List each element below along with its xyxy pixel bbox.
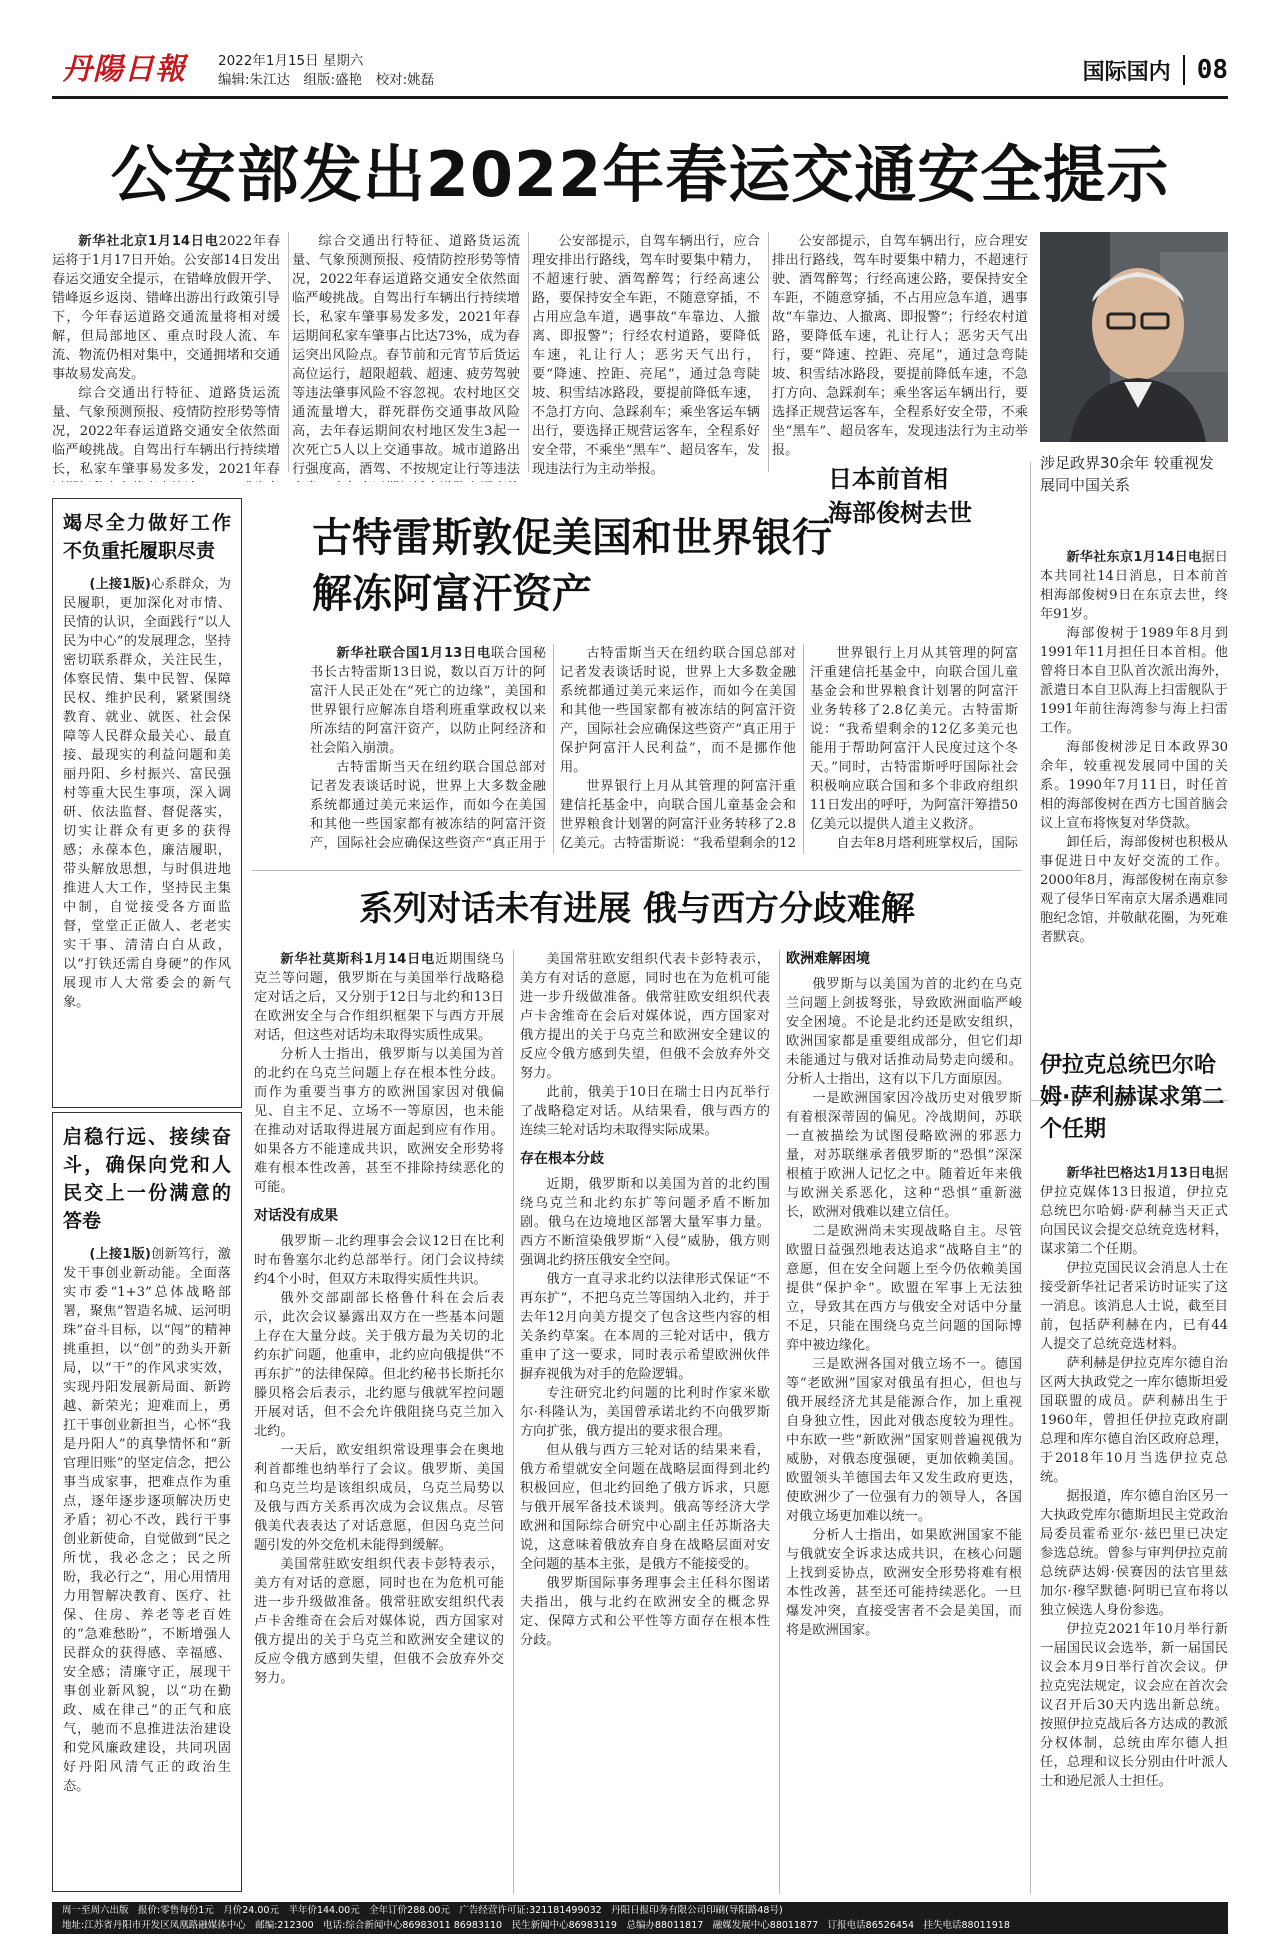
afghan-col-2 <box>560 644 796 854</box>
afghan-para-1: 联合国秘书长古特雷斯13日说，数以百万计的阿富汗人民正处在“死亡的边缘”，美国和世界银行应解冻自塔利班重掌政权以来所冻结的阿富汗资产，以防止阿经济和社会陷入崩溃。 <box>310 646 546 756</box>
russia-para-1: 近期围绕乌克兰等问题，俄罗斯在与美国举行战略稳定对话之后，又分别于12日与北约和13日在欧洲安全与合作组织框架下与西方开展对话，但这些对话均未取得实质性成果。 <box>254 952 504 1043</box>
russia-para-5: 一天后，欧安组织常设理事会在奥地利首都维也纳举行了会议。俄罗斯、美国和乌克兰均是该组织成员，乌克兰局势以及俄与西方关系再次成为会议焦点。尽管俄美代表表达了对话意愿，但因乌克兰问题引发的外交危机未能得到缓解。 <box>254 1443 504 1553</box>
header-rule <box>52 96 1228 99</box>
russia-para-17: 分析人士指出，如果欧洲国家不能与俄就安全诉求达成共识，在核心问题上找到妥协点，欧洲安全形势将难有根本性改善，甚至还可能持续恶化。一旦爆发冲突，直接受害者不会是美国，而将是欧洲国家。 <box>786 1528 1022 1638</box>
russia-para-16: 三是欧洲各国对俄立场不一。德国等“老欧洲”国家对俄虽有担心，但也与俄开展经济尤其是能源合作，加上重视自身独立性，因此对俄态度较为理性。中东欧一些“新欧洲”国家则普遍视俄为威胁，对俄态度强硬，更加依赖美国。欧盟领头羊德国去年又发生政府更迭，使欧洲少了一位强有力的领导人，各国对俄立场更加难以统一。 <box>786 1357 1022 1524</box>
japan-para-2: 海部俊树于1989年8月到1991年11月担任日本首相。他曾将日本自卫队首次派出海外，派遣日本自卫队海上扫雷舰队于1991年前往海湾参与海上扫雷工作。 <box>1040 626 1228 736</box>
russia-para-6: 美国常驻欧安组织代表卡彭特表示，美方有对话的意愿，同时也在为危机可能进一步升级做准备。俄常驻欧安组织代表卢卡舍维奇在会后对媒体说，西方国家对俄方提出的关于乌克兰和欧洲安全建议的反应令俄方感到失望，但俄不会放弃外交努力。 <box>254 1557 504 1686</box>
japan-headline-line1: 日本前首相 <box>828 465 948 493</box>
russia-para-6b: 美国常驻欧安组织代表卡彭特表示，美方有对话的意愿，同时也在为危机可能进一步升级做准备。俄常驻欧安组织代表卢卡舍维奇在会后对媒体说，西方国家对俄方提出的关于乌克兰和欧洲安全建议的反应令俄方感到失望，但俄不会放弃外交努力。 <box>520 952 770 1081</box>
russia-headline: 系列对话未有进展 俄与西方分歧难解 <box>359 889 915 929</box>
column-rule <box>288 232 289 472</box>
russia-col-2 <box>520 950 770 1894</box>
afghan-headline-line2: 解冻阿富汗资产 <box>312 571 592 617</box>
russia-subhead-1: 对话没有成果 <box>254 1208 338 1224</box>
lead-dateline: 新华社北京1月14日电 <box>78 234 219 249</box>
japan-body <box>1040 548 1228 1088</box>
lead-col-1 <box>52 232 280 482</box>
iraq-para-3: 萨利赫是伊拉克库尔德自治区两大执政党之一库尔德斯坦爱国联盟的成员。萨利赫出生于1960年，曾担任伊拉克政府副总理和库尔德自治区政府总理，于2018年10月当选伊拉克总统。 <box>1040 1356 1228 1485</box>
lead-para-2: 综合交通出行特征、道路货运流量、气象预测预报、疫情防控形势等情况，2022年春运道路交通安全依然面临严峻挑战。自驾出行车辆出行持续增长，私家车肇事易发多发，2021年春运期间私家车肇事占比达73%，成为春运突出风险点。春节前和元宵节后货运高位运行，超限超载、超速、疲劳驾驶等违法肇事风险不容忽视。农村地区交通流量增大，群死群伤交通事故风险高，去年春运期间农村地区发生3起一次死亡5人以上交通事故。城市道路出行强度高，酒驾、不按规定让行等违法 <box>292 234 520 477</box>
afghan-para-2: 古特雷斯当天在纽约联合国总部对记者发表谈话时说，世界上大多数金融系统都通过美元来运作，而如今在美国和其他一些国家都有被冻结的阿富汗资产，国际社会应确保这些资产“真正用于 <box>310 760 546 851</box>
japan-subhead: 涉足政界30余年 较重视发展同中国关系 <box>1040 454 1214 494</box>
iraq-body <box>1040 1164 1228 1894</box>
sidebar-bottom-text: 创新笃行，激发干事创业新动能。全面落实市委“1+3”总体战略部署，聚焦“智造名城、运河明珠”奋斗目标，以“闯”的精神挑重担，以“创”的劲头开新局，以“干”的作风求实效，实现丹阳发展新局面、新跨越、新荣光；迎难而上，勇扛干事创业新担当，心怀“我是丹阳人”的真挚情怀和“新官理旧账”的坚定信念，把公事当成家事，把难点作为重点，逐年逐步逐项解决历史矛盾；初心不改，践行干事创业新使命，自觉做到“民之所忧，我必念之；民之所盼，我必行之”，用心用情用力用智解决教育、医疗、社保、住房、养老等老百姓的“急难愁盼”，不断增强人民群众的获得感、幸福感、安全感；清廉守正，展现干事创业新风貌，以“功在勤政、威在律己”的正气和底气，驰而不息推进法治建设和党风廉政建设，共同巩固好丹阳风清气正的政治生态。 <box>63 1247 231 1794</box>
russia-para-10: 专注研究北约问题的比利时作家米歇尔·科隆认为，美国曾承诺北约不向俄罗斯方向扩张，俄方提出的要求很合理。 <box>520 1386 770 1439</box>
divider <box>252 870 1022 871</box>
issue-date: 2022年1月15日 星期六 <box>218 53 364 69</box>
afghan-para-3: 世界银行上月从其管理的阿富汗重建信托基金中，向联合国儿童基金会和世界粮食计划署的阿富汗业务转移了2.8亿美元。古特雷斯说：“我希望剩余的12 <box>560 779 796 851</box>
footer-bar <box>52 1902 1228 1934</box>
lead-col-2 <box>292 232 520 482</box>
lead-para-2-start: 综合交通出行特征、道路货运流量、气象预测预报、疫情防控形势等情况，2022年春运道路交通安全依然面临严峻挑战。自驾出行车辆出行持续增长，私家车肇事易发多发，2021年春 <box>52 386 280 477</box>
sidebar-top-body <box>63 575 231 1012</box>
sidebar-top <box>52 498 242 1108</box>
russia-para-9: 俄方一直寻求北约以法律形式保证“不再东扩”，不把乌克兰等国纳入北约，并于去年12月向美方提交了包含这些内容的相关条约草案。在本周的三轮对话中，俄方重申了这一要求，同时表示希望欧洲伙伴摒弃视俄为对手的危险逻辑。 <box>520 1272 770 1382</box>
russia-dateline: 新华社莫斯科1月14日电 <box>280 952 436 967</box>
footer-line-2: 地址:江苏省丹阳市开发区凤凰路融媒体中心 邮编:212300 电话:综合新闻中心86983011 86983110 民生新闻中心86983119 总编办88011817 融媒发展中心88011877 订报电话86526454 挂失电话88011918 <box>62 1920 1010 1931</box>
column-rule <box>779 950 780 1894</box>
lead-para-3: 公安部提示，自驾车辆出行，应合理安排出行路线，驾车时要集中精力，不超速行驶、酒驾醉驾；行经高速公路，要保持安全车距，不随意穿插，不占用应急车道，遇事故“车靠边、人撤离、即报警”；行经农村道路，要降低车速，礼让行人；恶劣天气出行，要“降速、控距、亮尾”，通过急弯陡坡、积雪结冰路段，要提前降低车速，不急打方向、急踩刹车；乘坐客运车辆出行，要选择正规营运客车，全程系好安全带，不乘坐“黑车”、超员客车，发现违法行为主动举报。 <box>772 234 1028 458</box>
afghan-para-3b: 世界银行上月从其管理的阿富汗重建信托基金中，向联合国儿童基金会和世界粮食计划署的阿富汗业务转移了2.8亿美元。古特雷斯说：“我希望剩余的12亿多美元也能用于帮助阿富汗人民度过这个冬天。”同时，古特雷斯呼吁国际社会积极响应联合国和多个非政府组织11日发出的呼吁，为阿富汗筹措50亿美元以提供人道主义救济。 <box>810 646 1018 832</box>
afghan-col-3 <box>810 644 1018 854</box>
lead-para-1: 2022年春运将于1月17日开始。公安部14日发出春运交通安全提示，在错峰放假开学、错峰返乡返岗、错峰出游出行政策引导下，今年春运道路交通流量将相对缓解，但局部地区、重点时段人流、车流、物流仍相对集中，交通拥堵和交通事故易发高发。 <box>52 234 280 382</box>
column-rule <box>513 950 514 1894</box>
russia-para-14: 一是欧洲国家因冷战历史对俄罗斯有着根深蒂固的偏见。冷战期间，苏联一直被描绘为试图侵略欧洲的邪恶力量，对苏联继承者俄罗斯的“恐惧”深深根植于欧洲人记忆之中。随着近年来俄与欧洲关系恶化，这种“恐惧”重新滋长，欧洲对俄难以建立信任。 <box>786 1091 1022 1220</box>
japan-para-3: 海部俊树涉足日本政界30余年，较重视发展同中国的关系。1990年7月11日，时任首相的海部俊树在西方七国首脑会议上宣布将恢复对华贷款。 <box>1040 740 1228 831</box>
section-name: 国际国内 <box>1082 58 1171 85</box>
afghan-dateline: 新华社联合国1月13日电 <box>336 646 491 661</box>
russia-para-3: 俄罗斯－北约理事会会议12日在比利时布鲁塞尔北约总部举行。闭门会议持续约4个小时，但双方未取得实质性共识。 <box>254 1234 504 1287</box>
russia-col-3 <box>786 950 1022 1894</box>
lead-col-3 <box>532 232 760 482</box>
iraq-para-1: 据伊拉克媒体13日报道，伊拉克总统巴尔哈姆·萨利赫当天正式向国民议会提交总统竞选材料，谋求第二个任期。 <box>1040 1166 1228 1257</box>
russia-para-2: 分析人士指出，俄罗斯与以美国为首的北约在乌克兰问题上存在根本性分歧。而作为重要当事方的欧洲国家因对俄偏见、自主不足、立场不一等原因，也未能在推动对话取得进展方面起到应有作用。如果各方不能達成共识，欧洲安全形势将难有根本性改善，甚至不排除持续恶化的可能。 <box>254 1047 504 1195</box>
page-number: 08 <box>1196 55 1228 85</box>
column-rule <box>1030 462 1031 1894</box>
afghan-headline <box>312 510 1012 622</box>
lead-headline: 公安部发出2022年春运交通安全提示 <box>110 138 1170 211</box>
russia-para-12: 俄罗斯国际事务理事会主任科尔图诺夫指出，俄与北约在欧洲安全的概念界定、保障方式和公平性等方面存在根本性分歧。 <box>520 1576 770 1648</box>
afghan-col-1 <box>310 644 546 854</box>
iraq-headline: 伊拉克总统巴尔哈姆·萨利赫谋求第二个任期 <box>1040 1053 1225 1142</box>
russia-para-15: 二是欧洲尚未实现战略自主。尽管欧盟日益强烈地表达追求“战略自主”的意愿，但在安全问题上至今仍依赖美国提供“保护伞”。欧盟在军事上无法独立，导致其在西方与俄安全对话中分量不足，只能在围绕乌克兰问题的国际博弈中被边缘化。 <box>786 1224 1022 1353</box>
afghan-para-4: 自去年8月塔利班掌权后，国际 <box>836 836 1018 851</box>
section-label <box>1083 52 1228 88</box>
russia-para-11: 但从俄与西方三轮对话的结果来看，俄方希望就安全问题在战略层面得到北约积极回应，但北约回绝了俄方诉求，只愿与俄开展军备技术谈判。俄高等经济大学欧洲和国际综合研究中心副主任苏斯洛夫说，这意味着俄放弃自身在战略层面对安全问题的基本主张，是俄方不能接受的。 <box>520 1443 770 1572</box>
portrait-illustration <box>1040 232 1228 442</box>
russia-subhead-2: 存在根本分歧 <box>520 1151 604 1167</box>
column-rule <box>803 644 804 854</box>
russia-para-8: 近期，俄罗斯和以美国为首的北约围绕乌克兰和北约东扩等问题矛盾不断加剧。俄乌在边境地区部署大量军事力量。西方不断渲染俄罗斯“入侵”威胁，俄方则强调北约挤压俄安全空间。 <box>520 1177 770 1268</box>
editor-credits: 编辑:朱江达 组版:盛艳 校对:姚磊 <box>218 72 435 88</box>
japan-para-1: 据日本共同社14日消息，日本前首相海部俊树9日在东京去世，终年91岁。 <box>1040 550 1228 622</box>
sidebar-top-text: 心系群众，为民履职，更加深化对市情、民情的认识，全面践行“以人民为中心”的发展理念，坚持密切联系群众，关注民生，体察民情、集中民智、保障民权、维护民利，紧紧围绕教育、就业、就医、社会保障等人民群众最关心、最直接、最现实的利益问题和美丽丹阳、乡村振兴、富民强村等重大民生事项，深入调研、依法监督、督促落实，切实让群众有更多的获得感；永葆本色，廉洁履职，带头解放思想，与时俱进地推进人大工作，坚持民主集中制，自觉接受各方面监督，堂堂正正做人、老老实实干事、清清白白从政，以“打铁还需自身硬”的作风展现市人大常委会的新气象。 <box>63 577 231 1010</box>
sidebar-top-title: 竭尽全力做好工作 不负重托履职尽责 <box>63 512 231 562</box>
column-rule <box>768 232 769 472</box>
column-rule <box>553 644 554 854</box>
sidebar-bottom <box>52 1112 242 1892</box>
russia-para-4: 俄外交部副部长格鲁什科在会后表示，此次会议暴露出双方在一些基本问题上存在大量分歧。关于俄方最为关切的北约东扩问题，他重申，北约应向俄提供“不再东扩”的法律保障。但北约秘书长斯托尔滕贝格会后表示，北约愿与俄就军控问题开展对话，但不会允许俄阻挠乌克兰加入北约。 <box>254 1291 504 1439</box>
japan-dateline: 新华社东京1月14日电 <box>1066 550 1202 565</box>
iraq-para-5: 伊拉克2021年10月举行新一届国民议会选举，新一届国民议会本月9日举行首次会议。伊拉克宪法规定，议会应在首次会议召开后30天内选出新总统。按照伊拉克战后各方达成的教派分权体制，总统由库尔德人担任，总理和议长分别由什叶派人士和逊尼派人士担任。 <box>1040 1622 1228 1789</box>
portrait-photo <box>1040 232 1228 442</box>
afghan-para-2b: 古特雷斯当天在纽约联合国总部对记者发表谈话时说，世界上大多数金融系统都通过美元来运作，而如今在美国和其他一些国家都有被冻结的阿富汗资产，国际社会应确保这些资产“真正用于保护阿富汗人民利益”，而不是挪作他用。 <box>560 646 796 775</box>
sidebar-bottom-body <box>63 1245 231 1796</box>
lead-col-4 <box>772 232 1028 482</box>
lead-para-3-start: 公安部提示，自驾车辆出行，应合理安排出行路线，驾车时要集中精力，不超速行驶、酒驾醉驾；行经高速公路，要保持安全车距，不随意穿插，不占用应急车道，遇事故“车靠边、人撤离、即报警”；行经农村道路，要降低车速，礼让行人；恶劣天气出行，要“降速、控距、亮尾”，通过急弯陡坡、积雪结冰路段，要提前降低车速，不急打方向、急踩刹车；乘坐客运车辆出行，要选择正规营运客车，全程系好安全带，不乘坐“黑车”、超员客车，发现违法行为主动举报。 <box>532 234 760 477</box>
japan-headline-line2: 海部俊树去世 <box>828 499 972 527</box>
sidebar-bottom-tag: (上接1版) <box>89 1247 151 1262</box>
russia-para-7: 此前，俄美于10日在瑞士日内瓦举行了战略稳定对话。从结果看，俄与西方的连续三轮对话均未取得实际成果。 <box>520 1085 770 1138</box>
russia-para-13: 俄罗斯与以美国为首的北约在乌克兰问题上剑拔弩张，导致欧洲面临严峻安全困境。不论是北约还是欧安组织，欧洲国家都是重要组成部分，但它们却未能通过与俄对话推动局势走向缓和。分析人士指出，这有以下几方面原因。 <box>786 977 1022 1087</box>
japan-para-4: 卸任后，海部俊树也积极从事促进日中友好交流的工作。2000年8月，海部俊树在南京参观了侵华日军南京大屠杀遇难同胞纪念馆，并敬献花圈，为死难者默哀。 <box>1040 835 1228 945</box>
header-meta <box>218 52 434 90</box>
afghan-headline-line1: 古特雷斯敦促美国和世界银行 <box>312 515 832 561</box>
iraq-para-2: 伊拉克国民议会消息人士在接受新华社记者采访时证实了这一消息。该消息人士说，截至目前，包括萨利赫在内，已有44人提交了总统竞选材料。 <box>1040 1261 1228 1352</box>
masthead-logo: 丹陽日報 <box>62 52 186 87</box>
russia-subhead-3: 欧洲难解困境 <box>786 951 870 967</box>
iraq-dateline: 新华社巴格达1月13日电 <box>1066 1166 1215 1181</box>
sidebar-bottom-title: 启稳行远、接续奋斗，确保向党和人民交上一份满意的答卷 <box>63 1126 231 1232</box>
iraq-para-4: 据报道，库尔德自治区另一大执政党库尔德斯坦民主党政治局委员霍希亚尔·兹巴里已决定参选总统。曾参与审判伊拉克前总统萨达姆·侯赛因的法官里兹加尔·穆罕默德·阿明已宣布将以独立候选人身份参选。 <box>1040 1489 1228 1618</box>
sidebar-top-tag: (上接1版) <box>89 577 151 592</box>
russia-col-1 <box>254 950 504 1894</box>
column-rule <box>528 232 529 472</box>
footer-line-1: 周一至周六出版 报价:零售每份1元 月价24.00元 半年价144.00元 全年订价288.00元 广告经营许可证:321181499032 丹阳日报印务有限公司印刷(导阳路48号) <box>62 1905 783 1916</box>
